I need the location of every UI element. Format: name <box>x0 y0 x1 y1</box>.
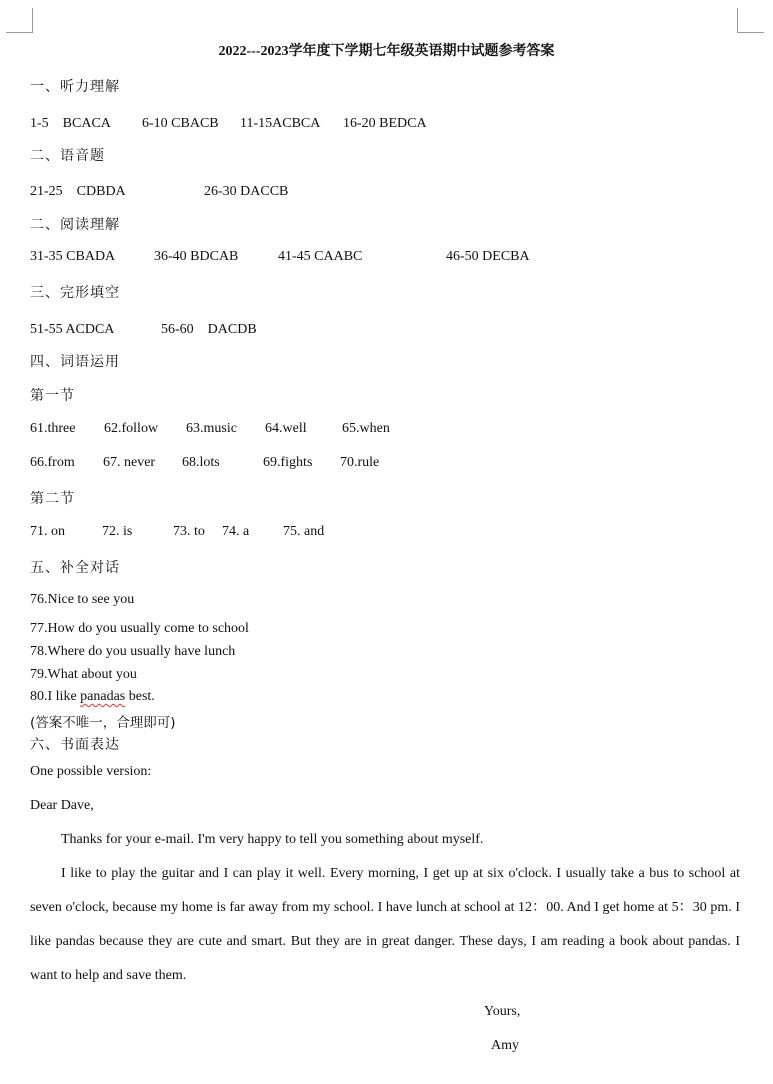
answers-phonetics <box>30 180 288 200</box>
answer-item: 66.from <box>30 455 75 470</box>
section-heading-writing: 六、书面表达 <box>30 737 120 753</box>
answer-group: 36-40 BDCAB <box>154 249 239 264</box>
section-heading-listening: 一、听力理解 <box>30 79 120 95</box>
answer-item: 69.fights <box>263 455 313 470</box>
answer-group: 11-15ACBCA <box>240 116 321 131</box>
letter-paragraph-2: I like to play the guitar and I can play it well. Every morning, I get up at six o'clock. I usually take a bus to school at seven o'clock, because my home is far away from my school. I have lunch at school at 12：00. And I get home at 5：30 pm. I like pandas because they are cute and smart. But they are in great danger. These days, I am reading a book about pandas. I want to help and save them. <box>30 866 740 983</box>
answer-item: 64.well <box>265 421 307 436</box>
answer-item: 73. to <box>173 524 205 539</box>
answer-group: 31-35 CBADA <box>30 249 116 264</box>
dialogue-answer-78: 78.Where do you usually have lunch <box>30 644 236 659</box>
letter-greeting: Dear Dave, <box>30 798 94 813</box>
section-heading-cloze: 三、完形填空 <box>30 285 120 301</box>
answer-group: 41-45 CAABC <box>278 249 363 264</box>
writing-version-label: One possible version: <box>30 764 152 779</box>
answers-word-usage-row1 <box>30 421 390 437</box>
answer-group: 21-25 CDBDA <box>30 184 126 199</box>
answer-group: 1-5 BCACA <box>30 116 111 131</box>
answer-item: 75. and <box>283 524 325 539</box>
answer-item: 61.three <box>30 421 76 436</box>
section-heading-dialogue: 五、补全对话 <box>30 560 120 576</box>
letter-signature: Amy <box>491 1038 519 1053</box>
answer-item: 70.rule <box>340 455 380 470</box>
dialogue-answer-76: 76.Nice to see you <box>30 592 135 607</box>
subsection-heading-part1: 第一节 <box>30 388 75 404</box>
answer-group: 6-10 CBACB <box>142 116 219 131</box>
dialogue-text: best. <box>125 689 155 704</box>
answer-item: 63.music <box>186 421 237 436</box>
answers-word-usage-row2 <box>30 455 379 471</box>
answer-note: (答案不唯一，合理即可) <box>30 715 176 731</box>
document-title: 2022---2023学年度下学期七年级英语期中试题参考答案 <box>218 44 555 59</box>
letter-paragraph-1: Thanks for your e-mail. I'm very happy to tell you something about myself. <box>61 832 484 847</box>
answer-item: 72. is <box>102 524 133 539</box>
answer-group: 56-60 DACDB <box>161 322 257 337</box>
section-heading-phonetics: 二、语音题 <box>30 148 105 164</box>
dialogue-answer-77: 77.How do you usually come to school <box>30 621 249 636</box>
answer-item: 71. on <box>30 524 65 539</box>
answer-group: 26-30 DACCB <box>204 184 289 199</box>
answers-word-usage-part2 <box>30 524 324 540</box>
answer-item: 68.lots <box>182 455 220 470</box>
section-heading-reading: 二、阅读理解 <box>30 217 120 233</box>
letter-closing: Yours, <box>484 1004 521 1019</box>
margin-corner-mark-right <box>737 8 764 33</box>
margin-corner-mark-left <box>6 8 33 33</box>
answer-group: 16-20 BEDCA <box>343 116 427 131</box>
answers-listening <box>30 112 427 132</box>
section-heading-word-usage: 四、词语运用 <box>30 354 120 370</box>
dialogue-answer-79: 79.What about you <box>30 667 137 682</box>
answer-item: 67. never <box>103 455 156 470</box>
answers-cloze <box>30 318 257 338</box>
answer-item: 74. a <box>222 524 250 539</box>
answer-group: 46-50 DECBA <box>446 249 530 264</box>
dialogue-answer-80 <box>30 689 155 705</box>
answer-item: 62.follow <box>104 421 159 436</box>
spellcheck-flagged-word: panadas <box>80 689 126 704</box>
subsection-heading-part2: 第二节 <box>30 491 75 507</box>
dialogue-text: 80.I like <box>30 689 81 704</box>
answer-group: 51-55 ACDCA <box>30 322 115 337</box>
answers-reading <box>30 249 530 265</box>
answer-item: 65.when <box>342 421 390 436</box>
